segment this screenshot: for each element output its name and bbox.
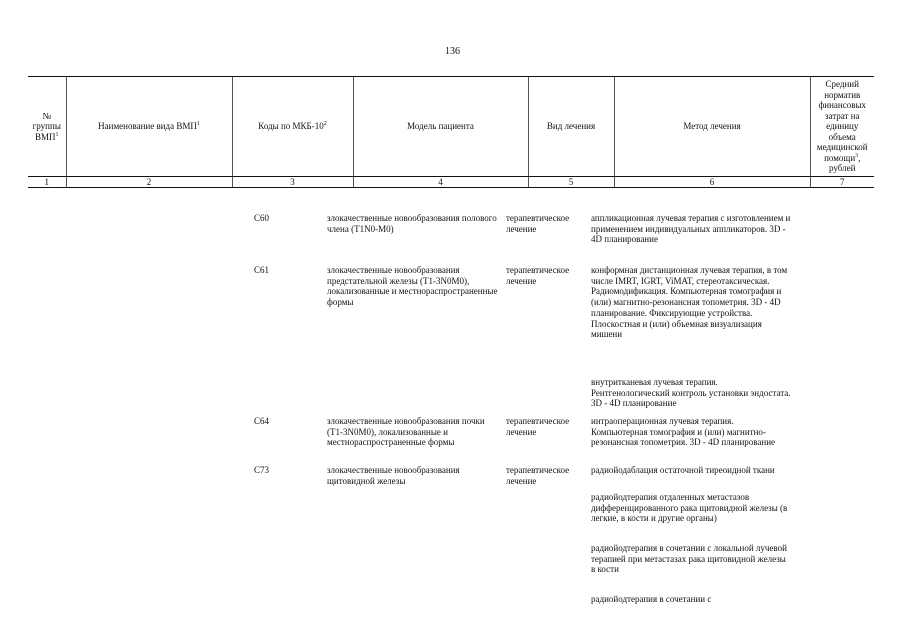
treatment-method: радиойодтерапия в сочетании с локальной лучевой терапией при метастазах рака щитовидной железы в кости	[591, 543, 787, 575]
treatment-method: внутритканевая лучевая терапия. Рентгенологический контроль установки эндостата. 3D - 4D планирование	[591, 377, 791, 409]
icd-code: C64	[254, 416, 270, 426]
treatment-method: радиойодаблация остаточной тиреоидной ткани	[591, 465, 775, 475]
icd-code: C60	[254, 213, 270, 223]
col-header-vmp-name: Наименование вида ВМП$^1$	[66, 77, 232, 177]
col-header-cost: Средний норматив финансовых затрат на единицу объема медицинской помощи$^3$, рублей	[810, 77, 874, 177]
col-header-icd-codes: Коды по МКБ-$10^2$	[232, 77, 353, 177]
col-number: 5	[528, 176, 614, 188]
col-header-treatment-kind: Вид лечения	[528, 77, 614, 177]
patient-model: злокачественные новообразования предстательной железы (T1-3N0M0), локализованные и местнораспространенные формы	[327, 265, 498, 308]
page-number: 136	[445, 46, 460, 57]
col-header-treatment-method: Метод лечения	[614, 77, 810, 177]
icd-code: C73	[254, 465, 270, 475]
patient-model: злокачественные новообразования щитовидной железы	[327, 465, 460, 486]
col-number: 3	[232, 176, 353, 188]
col-number: 7	[810, 176, 874, 188]
col-number: 6	[614, 176, 810, 188]
col-header-group: № группы ВМП$^1$	[28, 77, 66, 177]
treatment-kind: терапевтическое лечение	[506, 416, 570, 437]
col-header-patient-model: Модель пациента	[353, 77, 528, 177]
treatment-method: интраоперационная лучевая терапия. Компьютерная томография и (или) магнитно-резонансная топометрия. 3D - 4D планирование	[591, 416, 776, 448]
patient-model: злокачественные новообразования почки (T1-3N0M0), локализованные и местнораспространенные формы	[327, 416, 485, 448]
col-number: 1	[28, 176, 66, 188]
icd-code: C61	[254, 265, 270, 275]
treatment-method: аппликационная лучевая терапия с изготовлением и применением индивидуальных аппликаторов. 3D - 4D планирование	[591, 213, 791, 245]
col-number: 2	[66, 176, 232, 188]
treatment-method: радиойодтерапия отдаленных метастазов дифференцированного рака щитовидной железы (в легкие, в кости и другие органы)	[591, 492, 788, 524]
patient-model: злокачественные новообразования полового члена (T1N0-M0)	[327, 213, 497, 234]
treatment-kind: терапевтическое лечение	[506, 465, 570, 486]
table-header	[28, 76, 874, 188]
treatment-method: конформная дистанционная лучевая терапия, в том числе IMRT, IGRT, ViMAT, стереотаксическая. Радиомодификация. Компьютерная томография и (или) магнитно-резонансная топометрия. 3D - 4D планирование. Фиксирующие устройства. Плоскостная и (или) объемная визуализация мишени	[591, 265, 788, 340]
treatment-method: радиойодтерапия в сочетании с	[591, 594, 712, 604]
col-number: 4	[353, 176, 528, 188]
treatment-kind: терапевтическое лечение	[506, 265, 570, 286]
treatment-kind: терапевтическое лечение	[506, 213, 570, 234]
